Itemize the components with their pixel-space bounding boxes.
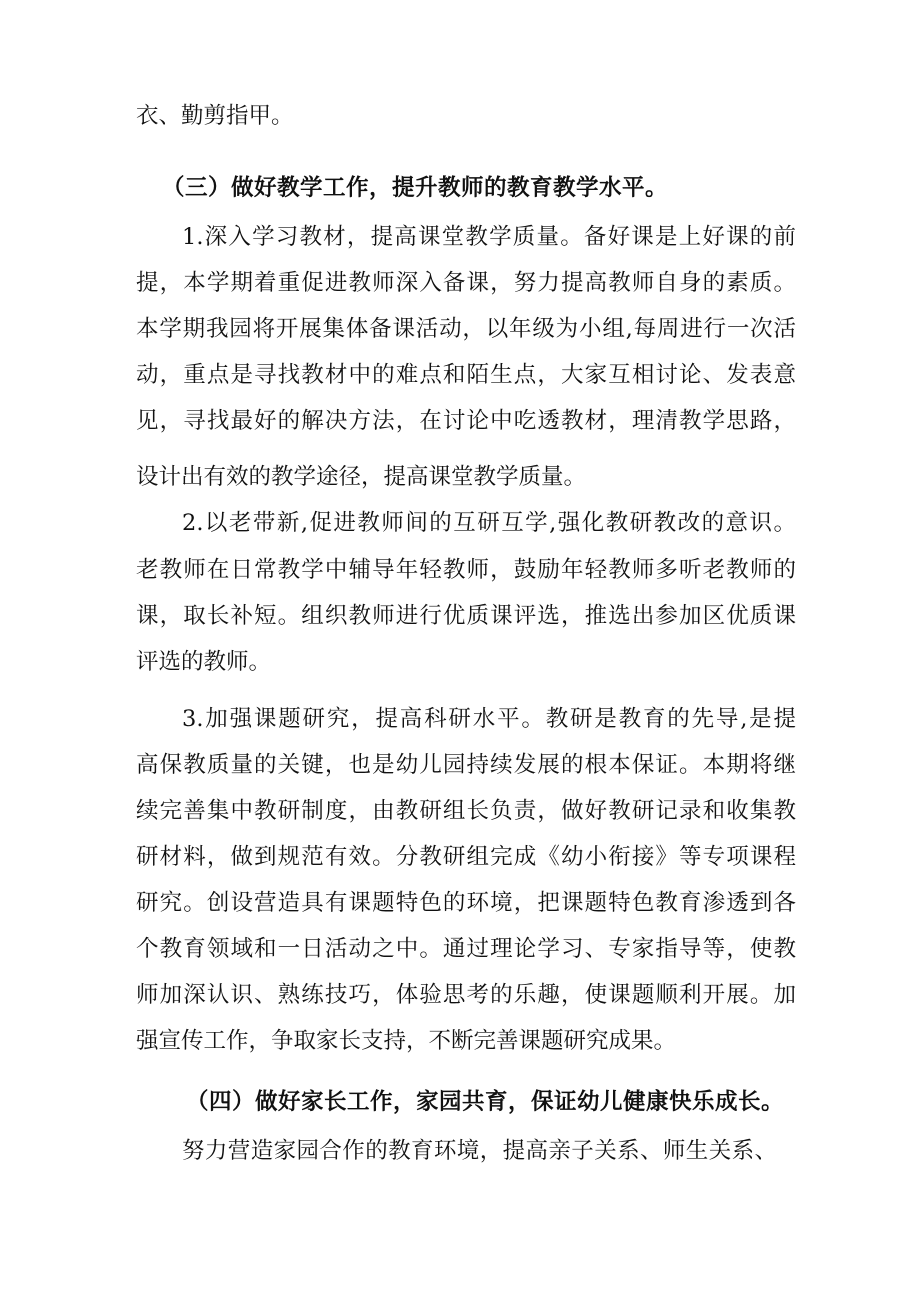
section-heading-3: （三）做好教学工作，提升教师的教育教学水平。: [162, 175, 669, 201]
paragraph-line: 研材料，做到规范有效。分教研组完成《幼小衔接》等专项课程: [136, 844, 796, 870]
paragraph-line: 研究。创设营造具有课题特色的环境，把课题特色教育渗透到各: [136, 890, 796, 916]
paragraph-line: 师加深认识、熟练技巧，体验思考的乐趣，使课题顺利开展。加: [136, 982, 796, 1008]
paragraph-line: 设计出有效的教学途径，提高课堂教学质量。: [136, 464, 587, 490]
paragraph-line: 高保教质量的关键，也是幼儿园持续发展的根本保证。本期将继: [136, 752, 796, 778]
paragraph-line: 评选的教师。: [136, 649, 272, 675]
paragraph-line: 续完善集中教研制度，由教研组长负责，做好教研记录和收集教: [136, 798, 796, 824]
paragraph-line: 本学期我园将开展集体备课活动，以年级为小组,每周进行一次活: [136, 316, 796, 342]
paragraph-line: 3.加强课题研究，提高科研水平。教研是教育的先导,是提: [182, 706, 796, 732]
section-heading-4: （四）做好家长工作，家园共育，保证幼儿健康快乐成长。: [186, 1089, 785, 1115]
paragraph-line: 努力营造家园合作的教育环境，提高亲子关系、师生关系、: [182, 1138, 778, 1164]
paragraph-line: 老教师在日常教学中辅导年轻教师，鼓励年轻教师多听老教师的: [136, 557, 796, 583]
paragraph-line: 见，寻找最好的解决方法，在讨论中吃透教材，理清教学思路，: [136, 408, 796, 434]
paragraph-line: 提，本学期着重促进教师深入备课，努力提高教师自身的素质。: [136, 270, 796, 296]
paragraph-line: 课，取长补短。组织教师进行优质课评选，推选出参加区优质课: [136, 603, 796, 629]
paragraph-line: 2.以老带新,促进教师间的互研互学,强化教研教改的意识。: [182, 510, 796, 536]
paragraph-line: 衣、勤剪指甲。: [136, 103, 294, 129]
paragraph-line: 个教育领域和一日活动之中。通过理论学习、专家指导等，使教: [136, 936, 796, 962]
paragraph-line: 1.深入学习教材，提高课堂教学质量。备好课是上好课的前: [182, 224, 796, 250]
paragraph-line: 动，重点是寻找教材中的难点和陌生点，大家互相讨论、发表意: [136, 362, 796, 388]
paragraph-line: 强宣传工作，争取家长支持，不断完善课题研究成果。: [136, 1028, 677, 1054]
